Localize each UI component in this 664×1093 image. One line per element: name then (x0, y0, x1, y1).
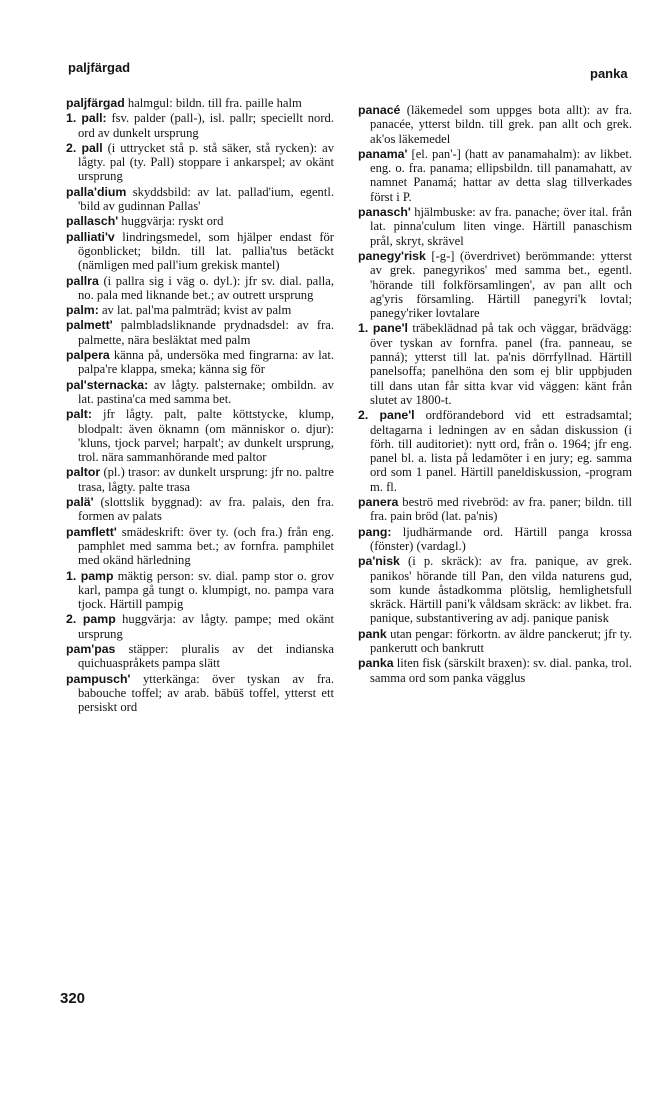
entry-text: halmgul: bildn. till fra. paille halm (127, 96, 302, 110)
dictionary-entry (66, 407, 334, 464)
right-column (358, 103, 632, 686)
entry-headword: panegy'risk (358, 248, 426, 263)
dictionary-entry (358, 205, 632, 248)
dictionary-entry (66, 465, 334, 494)
dictionary-entry (66, 525, 334, 568)
entry-text: fsv. palder (pall-), isl. pallr; speciellt nord. ord av dunkelt ursprung (78, 111, 334, 140)
entry-headword: paljfärgad (66, 96, 125, 110)
entry-headword: panera (358, 495, 399, 510)
entry-text: huggvärja: av lågty. pampe; med okänt ursprung (78, 612, 334, 641)
entry-headword: panka (358, 656, 394, 671)
dictionary-entry (66, 230, 334, 273)
dictionary-entry (358, 103, 632, 146)
entry-headword: paltor (66, 465, 101, 480)
entry-headword: pank (358, 626, 387, 641)
dictionary-entry (358, 249, 632, 320)
entry-text: palmbladsliknande prydnadsdel: av fra. palmette, nära besläktat med palm (78, 318, 335, 347)
entry-text: huggvärja: ryskt ord (121, 214, 224, 229)
entry-text: mäktig person: sv. dial. pamp stor o. grov karl, pampa gå tungt o. klumpigt, no. pampa vara tjock. Härtill pampig (78, 568, 334, 612)
entry-headword: pallra (66, 273, 99, 288)
dictionary-entry (66, 642, 334, 671)
dictionary-entry (358, 525, 632, 554)
running-head-left: paljfärgad (68, 60, 131, 75)
entry-headword: palä' (66, 495, 94, 510)
dictionary-entry (358, 554, 632, 625)
entry-text: liten fisk (särskilt braxen): sv. dial. panka, trol. samma ord som panka vägglus (370, 656, 632, 685)
entry-headword: palmett' (66, 318, 113, 333)
entry-headword: panacé (358, 103, 401, 117)
entry-text: (i pallra sig i väg o. dyl.): jfr sv. dial. palla, no. pala med liknande bet.; av outrett ursprung (78, 273, 334, 302)
entry-text: (i uttrycket stå p. stå säker, stå rycken): av lågty. pal (ty. Pall) stoppare i ankarspel; av okänt ursprung (78, 140, 334, 184)
dictionary-entry (66, 111, 334, 140)
entry-headword: palliati'v (66, 229, 115, 244)
dictionary-entry (66, 303, 334, 317)
entry-headword: pampusch' (66, 671, 131, 686)
entry-headword: palpera (66, 348, 110, 363)
entry-text: beströ med rivebröd: av fra. paner; bildn. till fra. pain bröd (lat. pa'nis) (370, 495, 632, 524)
entry-text: [-g-] (överdrivet) berömmande: ytterst av grek. panegyrikos' med samma bet., egentl. 'hörande till folkförsamlingen', av pan allt och ag'yris församling. Härtill panegyri'k lovtal; panegy'riker lovtalare (370, 248, 632, 321)
entry-headword: 2. pane'l (358, 408, 415, 423)
dictionary-entry (358, 147, 632, 204)
entry-text: stäpper: pluralis av det indianska quichuaspråkets pampa slätt (78, 641, 334, 671)
dictionary-entry (66, 348, 334, 377)
dictionary-entry (66, 274, 334, 303)
dictionary-entry (66, 378, 334, 407)
entry-text: lindringsmedel, som hjälper endast för ögonblicket; bildn. till lat. pallia'tus betäckt (nämligen med pall'ium grekisk mantel) (78, 229, 335, 273)
dictionary-entry (66, 214, 334, 228)
entry-headword: 1. pall: (66, 111, 107, 126)
entry-headword: panama' (358, 146, 408, 161)
entry-headword: pa'nisk (358, 554, 400, 569)
dictionary-entry (66, 141, 334, 184)
entry-headword: pallasch' (66, 214, 119, 229)
entry-headword: 2. pall (66, 140, 103, 155)
dictionary-entry (358, 408, 632, 494)
entry-text: utan pengar: förkortn. av äldre panckerut; jfr ty. pankerutt och bankrutt (370, 626, 632, 655)
entry-headword: pang: (358, 524, 392, 539)
entry-headword: panasch' (358, 205, 411, 220)
dictionary-entry (66, 495, 334, 524)
dictionary-entry (66, 185, 334, 214)
entry-headword: palm: (66, 303, 99, 318)
entry-headword: pam'pas (66, 641, 116, 656)
entry-text: av lågty. palsternake; ombildn. av lat. pastina'ca med samma bet. (78, 377, 334, 406)
entry-text: smädeskrift: över ty. (och fra.) från eng. pamphlet med samma bet.; av fornfra. pamphilet med okänd härledning (78, 524, 334, 568)
dictionary-entry (358, 321, 632, 407)
entry-text: hjälmbuske: av fra. panache; över ital. från lat. pinna'culum liten vinge. Härtill panaschism prål, skryt, skrävel (370, 205, 632, 248)
entry-text: jfr lågty. palt, palte köttstycke, klump, blodpalt: även öknamn (om människor o. djur): 'kluns, tjock parvel; harpalt'; av dunkelt ursprung, trol. nära sammanhörande med paltor (78, 407, 334, 465)
dictionary-entry (66, 612, 334, 641)
left-column (66, 96, 334, 715)
page-number: 320 (60, 990, 86, 1007)
entry-headword: palla'dium (66, 184, 127, 199)
entry-text: känna på, undersöka med fingrarna: av lat. palpa're klappa, smeka; känna sig för (78, 348, 334, 377)
entry-text: av lat. pal'ma palmträd; kvist av palm (101, 303, 292, 318)
entry-headword: pal'sternacka: (66, 377, 149, 392)
entry-text: ytterkänga: över tyskan av fra. babouche toffel; av arab. bābūš toffel, ytterst ett persiskt ord (78, 671, 334, 715)
entry-headword: 2. pamp (66, 612, 116, 627)
dictionary-entry (66, 318, 334, 347)
entry-text: ljudhärmande ord. Härtill panga krossa (fönster) (vardagl.) (370, 524, 632, 553)
entry-headword: pamflett' (66, 524, 117, 539)
dictionary-entry (66, 569, 334, 612)
dictionary-entry (66, 96, 334, 110)
dictionary-entry (66, 672, 334, 715)
dictionary-entry (358, 627, 632, 656)
entry-text: (pl.) trasor: av dunkelt ursprung: jfr no. paltre trasa, lågty. palte trasa (78, 465, 334, 494)
dictionary-entry (358, 495, 632, 524)
dictionary-entry (358, 656, 632, 685)
entry-headword: 1. pane'l (358, 321, 408, 336)
entry-headword: 1. pamp (66, 568, 114, 583)
entry-text: [el. pan'-] (hatt av panamahalm): av likbet. eng. o. fra. panama; ellipsbildn. till panamahatt, av namnet Panamá; hattar av detta slag tillverkades först i P. (370, 146, 632, 204)
entry-text: ordförandebord vid ett estradsamtal; deltagarna i ledningen av en sådan diskussion (i förh. till auditoriet): nytt ord, från o. 1964; jfr eng. panel bl. a. lista på ledamöter i en jury; eg. samma ord som 1 panel. Härtill paneldiskussion, -program m. fl. (370, 408, 632, 494)
entry-text: skyddsbild: av lat. pallad'ium, egentl. 'bild av gudinnan Pallas' (78, 184, 334, 214)
entry-text: (slottslik byggnad): av fra. palais, den fra. formen av palats (78, 495, 334, 524)
entry-text: (i p. skräck): av fra. panique, av grek. panikos' hörande till Pan, den vilda naturens gud, som kunde åstadkomma plötslig, hemlighetsfull skräck. Härtill pani'k våldsam skräck: av likbet. fra. panique, substantivering av adj. panique panisk (370, 554, 632, 626)
entry-text: träbeklädnad på tak och väggar, brädvägg: över tyskan av fornfra. panel (fra. panneau, se panná); ytterst till lat. pa'nis dörrfyllnad. Härtill panelsoffa; panelhöna den som ej blir uppbjuden till dans utan får sitta kvar vid väggen: känt från slutet av 1800-t. (370, 321, 633, 407)
entry-text: (läkemedel som uppges bota allt): av fra. panacée, ytterst bildn. till grek. pan allt och grek. ak'os läkemedel (370, 103, 632, 146)
entry-headword: palt: (66, 407, 92, 422)
running-head-right: panka (590, 66, 628, 81)
